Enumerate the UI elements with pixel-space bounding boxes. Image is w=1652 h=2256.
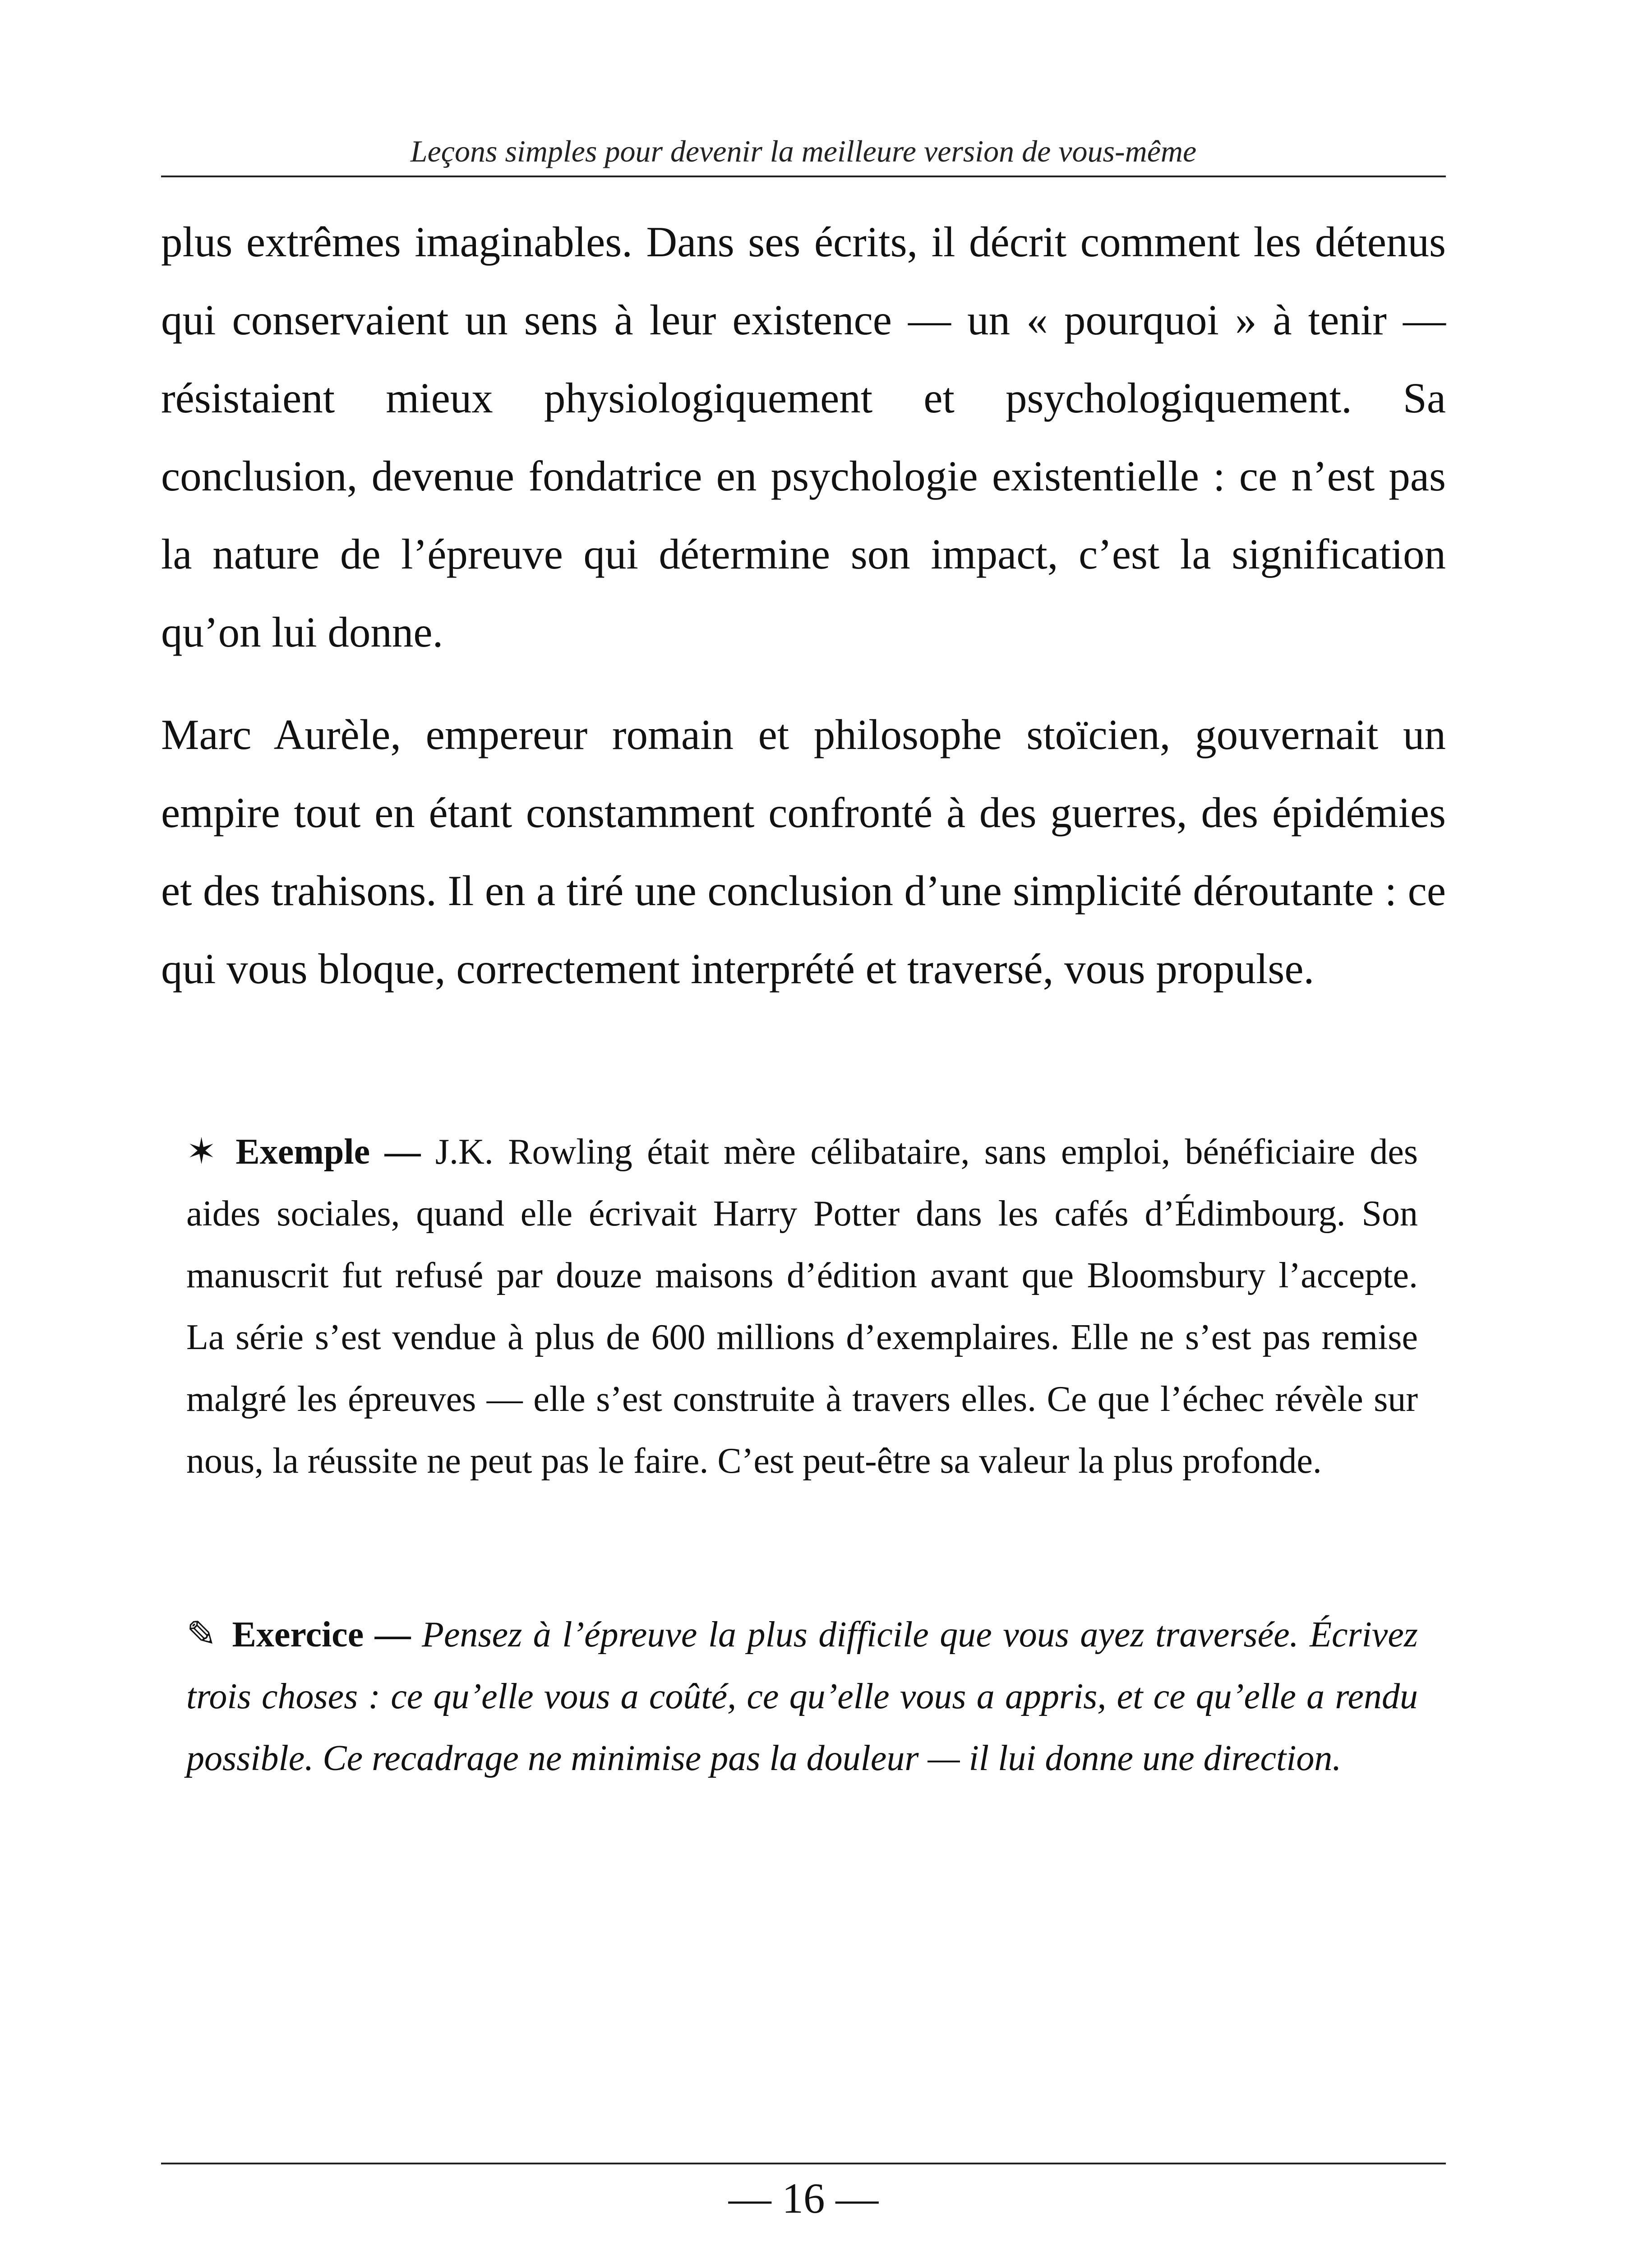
example-callout (186, 1121, 1418, 1492)
pencil-icon: ✎ (186, 1615, 217, 1655)
exercise-callout (186, 1604, 1418, 1789)
header-divider (161, 176, 1446, 177)
body-paragraph: plus extrêmes imaginables. Dans ses écrits, il décrit comment les détenus qui conservaient un sens à leur existence — un « pourquoi » à tenir — résistaient mieux physiologiquement et psychologiquement. Sa conclusion, devenue fondatrice en psychologie existentielle : ce n’est pas la nature de l’épreuve qui détermine son impact, c’est la signification qu’on lui donne. (161, 218, 1446, 656)
example-label: Exemple — (235, 1132, 421, 1172)
exercise-text: Pensez à l’épreuve la plus difficile que vous ayez traversée. Écrivez trois choses : ce qu’elle vous a coûté, ce qu’elle vous a appris, et ce qu’elle a rendu possible. Ce recadrage ne minimise pas la douleur — il lui donne une direction. (186, 1615, 1418, 1778)
footer-divider (161, 2163, 1446, 2164)
exercise-label: Exercice — (232, 1615, 411, 1655)
page-number: — 16 — (728, 2174, 879, 2222)
running-header: Leçons simples pour devenir la meilleure version de vous-même (410, 134, 1197, 168)
body-paragraph: Marc Aurèle, empereur romain et philosophe stoïcien, gouvernait un empire tout en étant constamment confronté à des guerres, des épidémies et des trahisons. Il en a tiré une conclusion d’une simplicité déroutante : ce qui vous bloque, correctement interprété et traversé, vous propulse. (161, 711, 1446, 993)
example-text: J.K. Rowling était mère célibataire, sans emploi, bénéficiaire des aides sociales, quand elle écrivait Harry Potter dans les cafés d’Édimbourg. Son manuscrit fut refusé par douze maisons d’édition avant que Bloomsbury l’accepte. La série s’est vendue à plus de 600 millions d’exemplaires. Elle ne s’est pas remise malgré les épreuves — elle s’est construite à travers elles. Ce que l’échec révèle sur nous, la réussite ne peut pas le faire. C’est peut-être sa valeur la plus profonde. (186, 1132, 1418, 1481)
asterisk-icon: ✶ (186, 1132, 217, 1172)
